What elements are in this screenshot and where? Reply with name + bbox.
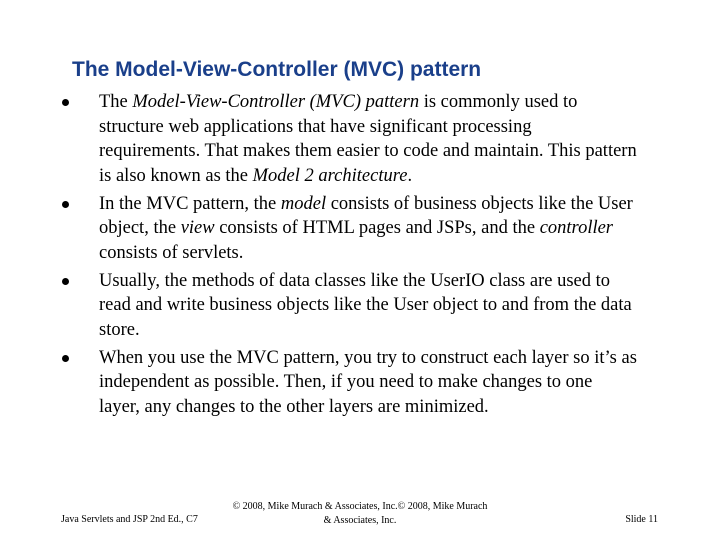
bullet-dot-icon bbox=[62, 355, 69, 362]
footer-course-title: Java Servlets and JSP 2nd Ed., C7 bbox=[61, 514, 198, 525]
bullet-segment: is commonly used to structure web applications that have significant processing requirements. That makes them easier to code and maintain. This pattern is also known as the bbox=[99, 92, 637, 186]
bullet-dot-icon bbox=[62, 99, 69, 106]
bullet-segment: consists of servlets. bbox=[99, 242, 244, 263]
bullet-segment-italic: controller bbox=[539, 218, 614, 238]
bullet-segment-italic: view bbox=[180, 218, 215, 238]
bullet-item bbox=[62, 346, 637, 420]
bullet-segment-italic: Model-View-Controller (MVC) pattern bbox=[132, 92, 420, 112]
bullet-segment: The bbox=[99, 92, 133, 112]
bullet-segment: consists of business objects like the User object, the bbox=[99, 193, 633, 238]
bullet-text bbox=[99, 194, 633, 263]
bullet-text: Usually, the methods of data classes like the UserIO class are used to read and write business objects like the User object to and from the data store. bbox=[99, 270, 632, 340]
slide-title: The Model-View-Controller (MVC) pattern bbox=[72, 58, 482, 81]
bullet-text: When you use the MVC pattern, you try to construct each layer so it’s as independent as possible. Then, if you need to make changes to one layer, any changes to the other layers are minimized. bbox=[99, 347, 637, 417]
bullet-dot-icon bbox=[62, 278, 69, 285]
bullet-segment: . bbox=[407, 165, 413, 186]
bullet-item bbox=[62, 192, 637, 266]
footer-slide-number: Slide 11 bbox=[625, 514, 658, 525]
bullet-segment: consists of HTML pages and JSPs, and the bbox=[214, 218, 540, 238]
bullet-segment: In the MVC pattern, the bbox=[99, 193, 281, 214]
bullet-dot-icon bbox=[62, 201, 69, 208]
footer-copyright: © 2008, Mike Murach & Associates, Inc.© 2008, Mike Murach & Associates, Inc. bbox=[232, 501, 488, 526]
bullet-item bbox=[62, 90, 637, 188]
bullet-segment-italic: model bbox=[280, 193, 327, 214]
bullet-text bbox=[99, 92, 637, 186]
bullet-item bbox=[62, 269, 637, 343]
bullet-list bbox=[62, 90, 637, 423]
bullet-segment-italic: Model 2 architecture bbox=[252, 165, 408, 186]
